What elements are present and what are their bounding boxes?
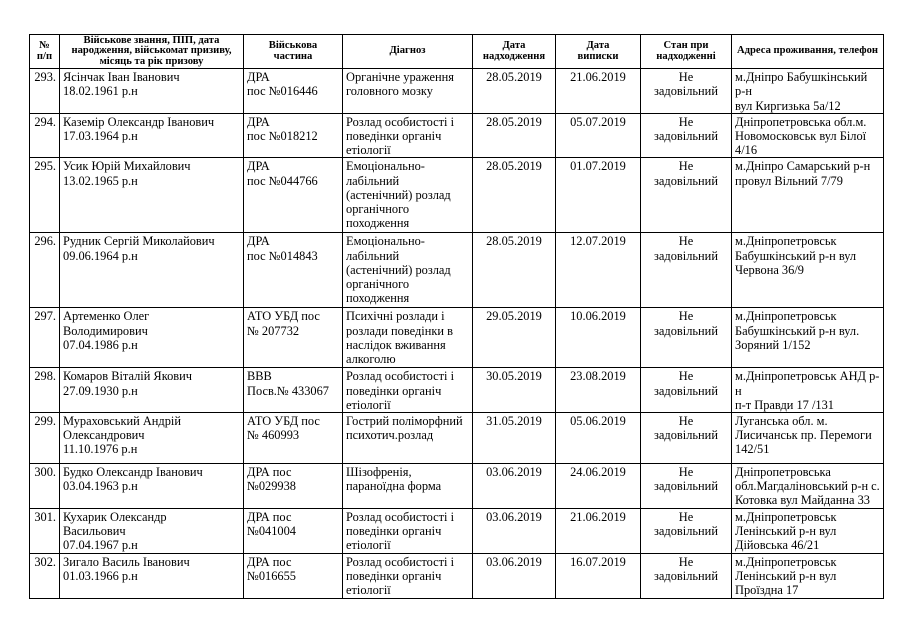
admission-date-cell: 28.05.2019 [473,69,556,114]
person-cell: Кухарик Олександр Васильович 07.04.1967 р.н [60,509,244,554]
row-number: 299. [30,413,60,464]
address-cell: м.Дніпро Бабушкінський р-н вул Киргизька 5а/12 [732,69,884,114]
unit-cell: АТО УБД пос № 460993 [244,413,343,464]
diagnosis-cell: Емоціонально- лабільний (астенічний) розлад органічного походження [343,233,473,308]
address-cell: м.Дніпропетровськ Ленінський р-н вул Проїздна 17 [732,554,884,599]
person-cell: Артеменко Олег Володимирович 07.04.1986 р.н [60,308,244,368]
person-cell: Будко Олександр Іванович 03.04.1963 р.н [60,464,244,509]
person-cell: Ясінчак Іван Іванович 18.02.1961 р.н [60,69,244,114]
address-cell: Дніпропетровська обл.Магдалінoвський р-н с. Котовка вул Майданна 33 [732,464,884,509]
person-cell: Зигало Василь Іванович 01.03.1966 р.н [60,554,244,599]
admission-date-cell: 03.06.2019 [473,464,556,509]
admission-date-cell: 28.05.2019 [473,113,556,158]
person-cell: Каземір Олександр Іванович 17.03.1964 р.н [60,113,244,158]
person-cell: Мураховський Андрій Олександрович 11.10.1976 р.н [60,413,244,464]
address-cell: м.Дніпропетровськ АНД р-н п-т Правди 17 /131 [732,368,884,413]
unit-cell: ДРА пос №016655 [244,554,343,599]
address-cell: м.Дніпропетровськ Ленінський р-н вул Дійовська 46/21 [732,509,884,554]
address-cell: м.Дніпропетровськ Бабушкінський р-н вул Червона 36/9 [732,233,884,308]
table-row [30,413,884,464]
person-cell: Усик Юрій Михайлович 13.02.1965 р.н [60,158,244,233]
header-military-unit: Військова частина [244,35,343,69]
row-number: 294. [30,113,60,158]
header-condition: Стан при надходженні [641,35,732,69]
table-row [30,69,884,114]
table-row [30,158,884,233]
header-number: № п/п [30,35,60,69]
unit-cell: ДРА пос №041004 [244,509,343,554]
admission-date-cell: 03.06.2019 [473,509,556,554]
header-admission-date: Дата надходження [473,35,556,69]
diagnosis-cell: Гострий поліморфний психотич.розлад [343,413,473,464]
table-row [30,368,884,413]
patient-register-table [29,34,884,599]
person-cell: Комаров Віталій Якович 27.09.1930 р.н [60,368,244,413]
row-number: 300. [30,464,60,509]
condition-cell: Не задовільний [641,509,732,554]
condition-cell: Не задовільний [641,308,732,368]
row-number: 301. [30,509,60,554]
unit-cell: ДРА пос №016446 [244,69,343,114]
address-cell: Дніпропетровська обл.м. Новомосковськ вул Білої 4/16 [732,113,884,158]
condition-cell: Не задовільний [641,368,732,413]
unit-cell: ДРА пос №029938 [244,464,343,509]
row-number: 297. [30,308,60,368]
discharge-date-cell: 05.07.2019 [556,113,641,158]
condition-cell: Не задовільний [641,413,732,464]
table-row [30,113,884,158]
diagnosis-cell: Шізофренія, параноїдна форма [343,464,473,509]
table-row [30,308,884,368]
discharge-date-cell: 21.06.2019 [556,69,641,114]
header-person: Військове звання, ПІП, дата народження, військомат призиву, місяць та рік призову [60,35,244,69]
diagnosis-cell: Емоціонально- лабільний (астенічний) розлад органічного походження [343,158,473,233]
unit-cell: АТО УБД пос № 207732 [244,308,343,368]
table-row [30,509,884,554]
discharge-date-cell: 23.08.2019 [556,368,641,413]
admission-date-cell: 30.05.2019 [473,368,556,413]
diagnosis-cell: Розлад особистості і поведінки органіч етіології [343,113,473,158]
diagnosis-cell: Розлад особистості і поведінки органіч етіології [343,368,473,413]
diagnosis-cell: Органічне ураження головного мозку [343,69,473,114]
admission-date-cell: 28.05.2019 [473,158,556,233]
unit-cell: ВВВ Посв.№ 433067 [244,368,343,413]
header-discharge-date: Дата виписки [556,35,641,69]
condition-cell: Не задовільний [641,233,732,308]
discharge-date-cell: 21.06.2019 [556,509,641,554]
unit-cell: ДРА пос №014843 [244,233,343,308]
diagnosis-cell: Психічні розлади і розлади поведінки в наслідок вживання алкоголю [343,308,473,368]
person-cell: Рудник Сергій Миколайович 09.06.1964 р.н [60,233,244,308]
discharge-date-cell: 24.06.2019 [556,464,641,509]
diagnosis-cell: Розлад особистості і поведінки органіч етіології [343,554,473,599]
discharge-date-cell: 01.07.2019 [556,158,641,233]
condition-cell: Не задовільний [641,464,732,509]
address-cell: м.Дніпропетровськ Бабушкінський р-н вул. Зоряний 1/152 [732,308,884,368]
discharge-date-cell: 16.07.2019 [556,554,641,599]
row-number: 295. [30,158,60,233]
header-address: Адреса проживання, телефон [732,35,884,69]
table-row [30,554,884,599]
row-number: 298. [30,368,60,413]
table-row [30,233,884,308]
row-number: 293. [30,69,60,114]
condition-cell: Не задовільний [641,69,732,114]
header-diagnosis: Діагноз [343,35,473,69]
discharge-date-cell: 12.07.2019 [556,233,641,308]
discharge-date-cell: 10.06.2019 [556,308,641,368]
address-cell: Луганська обл. м. Лисичанськ пр. Перемоги 142/51 [732,413,884,464]
admission-date-cell: 03.06.2019 [473,554,556,599]
unit-cell: ДРА пос №018212 [244,113,343,158]
table-header-row [30,35,884,69]
diagnosis-cell: Розлад особистості і поведінки органіч етіології [343,509,473,554]
unit-cell: ДРА пос №044766 [244,158,343,233]
condition-cell: Не задовільний [641,554,732,599]
admission-date-cell: 29.05.2019 [473,308,556,368]
condition-cell: Не задовільний [641,158,732,233]
table-row [30,464,884,509]
admission-date-cell: 31.05.2019 [473,413,556,464]
admission-date-cell: 28.05.2019 [473,233,556,308]
address-cell: м.Дніпро Самарський р-н провул Вільний 7/79 [732,158,884,233]
condition-cell: Не задовільний [641,113,732,158]
row-number: 296. [30,233,60,308]
row-number: 302. [30,554,60,599]
discharge-date-cell: 05.06.2019 [556,413,641,464]
